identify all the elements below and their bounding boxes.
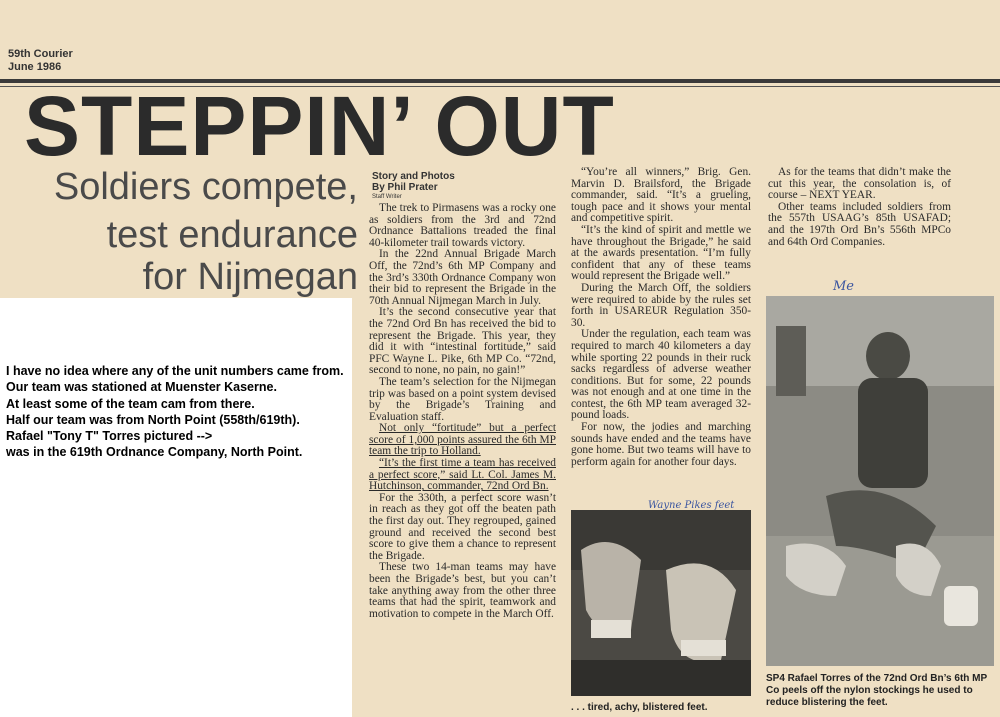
paragraph: For now, the jodies and marching sounds have ended and the teams have gone home. But two teams will have to perform again for another four days. [571, 421, 751, 468]
paragraph: The team’s selection for the Nijmegan trip was based on a point system devised by the Brigade’s Training and Evaluation staff. [369, 375, 556, 423]
article-column-2 [571, 167, 751, 468]
paragraph [369, 423, 556, 458]
note-line: I have no idea where any of the unit numbers came from. [6, 364, 344, 378]
paragraph: These two 14-man teams may have been the Brigade’s best, but you can’t take anything away from the other three teams that had the spirit, teamwork and motivation to compete in the March Off. [369, 561, 556, 620]
paragraph: It’s the second consecutive year that the 72nd Ord Bn has received the bid to represent the Brigade. This year, they did it with “intestinal fortitude,” said PFC Wayne L. Pike, 6th MP Co. “72nd, second to none, no pain, no gain!” [369, 306, 556, 377]
feet-photo-caption: . . . tired, achy, blistered feet. [571, 702, 708, 713]
torres-photo-caption: SP4 Rafael Torres of the 72nd Ord Bn’s 6th MP Co peels off the nylon stockings he used to reduce blistering the feet. [766, 673, 987, 708]
paragraph: For the 330th, a perfect score wasn’t in reach as they got off the beaten path the first day out. They regrouped, gained ground and received the second best score to give them a chance to represent the Brigade. [369, 491, 556, 562]
subhead-line-2: test endurance [106, 214, 358, 256]
byline-story: Story and Photos [372, 171, 455, 182]
paragraph: During the March Off, the soldiers were required to abide by the rules set forth in USAREUR Regulation 350-30. [571, 281, 751, 329]
underlined-text: “It’s the first time a team has received a perfect score,” said Lt. Col. James M. Hutchinson, commander, 72nd Ord Bn. [369, 457, 556, 493]
note-line: At least some of the team cam from there. [6, 396, 255, 411]
paragraph: “It’s the kind of spirit and mettle we have throughout the Brigade,” he said at the awards presentation. “I’m fully confident that any of these teams would represent the Brigade well.” [571, 223, 751, 283]
cut-out-area [0, 298, 352, 717]
paragraph: Other teams included soldiers from the 557th USAAG’s 85th USAFAD; and the 197th Ord Bn’s 556th MPCo and 64th Ord Companies. [768, 200, 951, 248]
publication-date: June 1986 [8, 61, 62, 73]
underlined-text: Not only “fortitude” but a perfect score of 1,000 points assured the 6th MP team the trip to Holland. [369, 422, 556, 458]
byline [372, 171, 455, 201]
publication-name: 59th Courier [8, 48, 73, 60]
paragraph [369, 458, 556, 493]
paragraph: Under the regulation, each team was required to march 40 kilometers a day while sporting 22 pounds in their ruck sacks regardless of adverse weather conditions. But for some, 22 pounds was not enough and at one time in the contest, the 6th MP team averaged 32-pound loads. [571, 328, 751, 422]
article-column-3 [768, 167, 951, 248]
feet-photo-image [571, 510, 751, 696]
paragraph: As for the teams that didn’t make the cut this year, the consolation is, of course – NEXT YEAR. [768, 166, 951, 202]
paragraph: The trek to Pirmasens was a rocky one as soldiers from the 3rd and 72nd Ordnance Battalions treaded the final 40-kilometer trail towards victory. [369, 202, 556, 249]
subhead-line-3: for Nijmegan [142, 256, 358, 298]
subhead-line-1: Soldiers compete, [53, 166, 358, 208]
article-column-1 [369, 203, 556, 620]
headline: STEPPIN’ OUT [24, 79, 615, 173]
note-line: Half our team was from North Point (558th/619th). [6, 412, 300, 427]
byline-role: Staff Writer [372, 194, 402, 200]
handwritten-feet-note: Wayne Pikes feet [648, 500, 735, 511]
handwritten-me: Me [833, 279, 855, 294]
torres-photo-image [766, 296, 994, 666]
torres-photo [766, 296, 994, 666]
note-line: Rafael "Tony T" Torres pictured --> [6, 429, 213, 444]
masthead [8, 48, 73, 74]
annotation-note [6, 363, 386, 461]
note-line: Our team was stationed at Muenster Kaserne. [6, 380, 277, 395]
feet-photo [571, 510, 751, 696]
note-line: was in the 619th Ordnance Company, North Point. [6, 445, 303, 460]
paragraph: “You’re all winners,” Brig. Gen. Marvin D. Brailsford, the Brigade commander, said. “It’s a grueling, tough pace and it shows your mental and competitive spirit. [571, 166, 751, 225]
paragraph: In the 22nd Annual Brigade March Off, the 72nd’s 6th MP Company and the 3rd’s 330th Ordnance Company won their bid to represent the Brigade in the 70th Annual Nijmegan March in July. [369, 248, 556, 307]
byline-author: By Phil Prater [372, 182, 438, 193]
